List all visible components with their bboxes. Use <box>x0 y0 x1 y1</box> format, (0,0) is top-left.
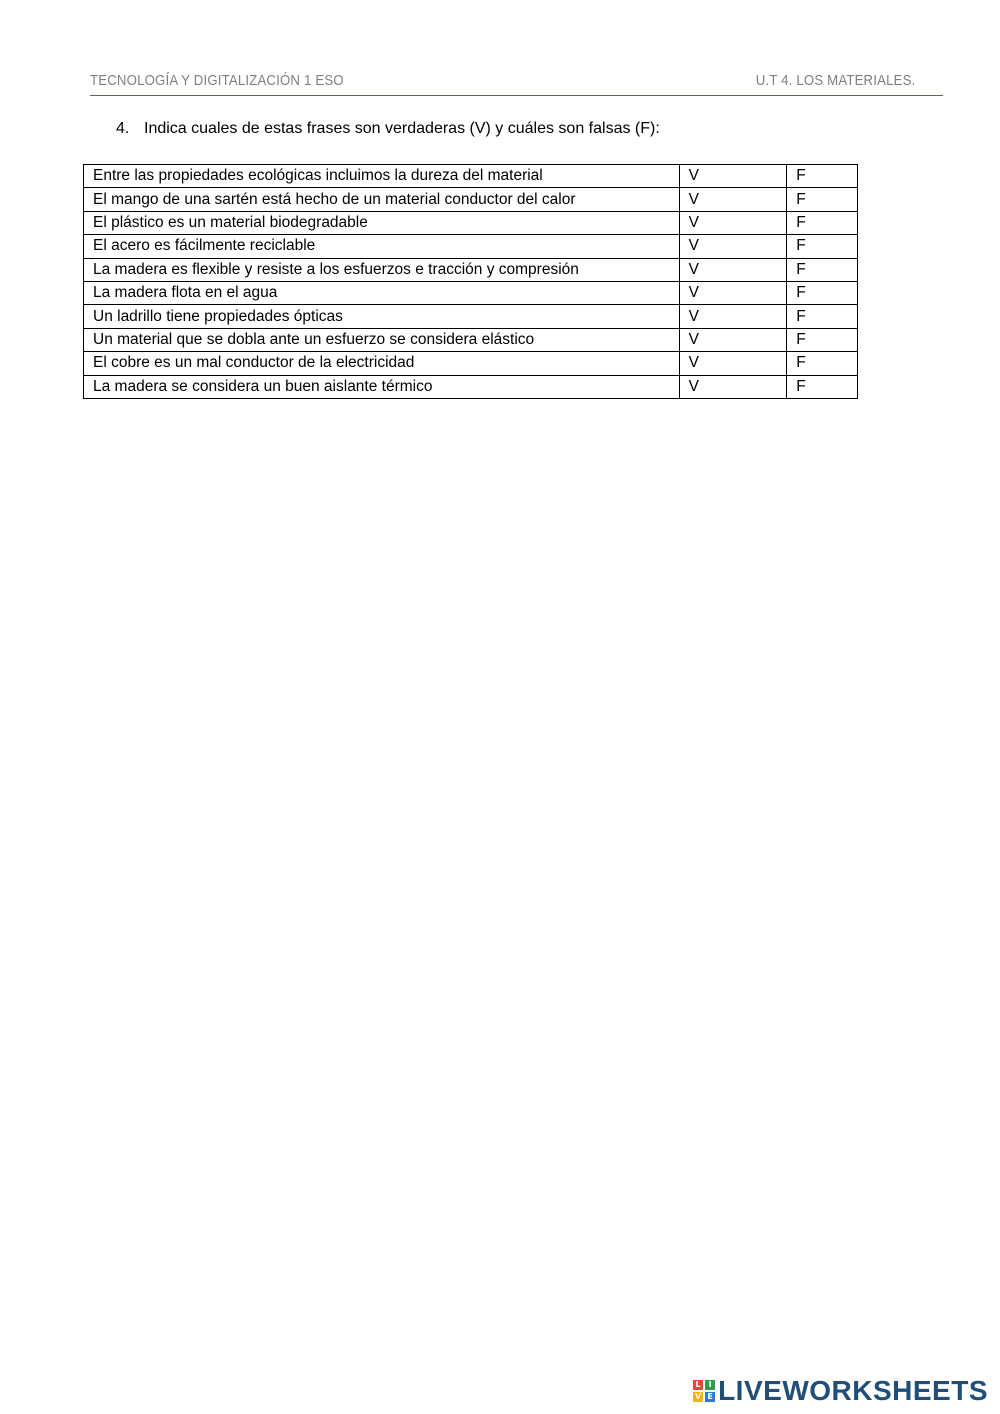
liveworksheets-wordmark: LIVEWORKSHEETS <box>718 1375 988 1406</box>
true-option[interactable]: V <box>679 188 787 211</box>
true-option[interactable]: V <box>679 211 787 234</box>
table-row <box>84 305 858 328</box>
statement-cell: La madera flota en el agua <box>84 281 680 304</box>
true-false-table <box>83 164 858 399</box>
false-option[interactable]: F <box>787 165 858 188</box>
false-option[interactable]: F <box>787 188 858 211</box>
table-row <box>84 235 858 258</box>
false-option[interactable]: F <box>787 328 858 351</box>
table-row <box>84 328 858 351</box>
table-row <box>84 188 858 211</box>
false-option[interactable]: F <box>787 258 858 281</box>
false-option[interactable]: F <box>787 281 858 304</box>
false-option[interactable]: F <box>787 305 858 328</box>
liveworksheets-watermark <box>693 1375 988 1407</box>
logo-tile: L <box>693 1380 703 1390</box>
table-row <box>84 165 858 188</box>
header-unit-title: U.T 4. LOS MATERIALES. <box>755 72 915 89</box>
header-course-title: TECNOLOGÍA Y DIGITALIZACIÓN 1 ESO <box>90 72 344 89</box>
true-option[interactable]: V <box>679 258 787 281</box>
true-option[interactable]: V <box>679 235 787 258</box>
table-row <box>84 375 858 398</box>
statement-cell: El cobre es un mal conductor de la electricidad <box>84 352 680 375</box>
true-option[interactable]: V <box>679 305 787 328</box>
statement-cell: Entre las propiedades ecológicas incluimos la dureza del material <box>84 165 680 188</box>
question-number: 4. <box>116 120 130 137</box>
table-row <box>84 281 858 304</box>
false-option[interactable]: F <box>787 211 858 234</box>
false-option[interactable]: F <box>787 375 858 398</box>
logo-tile: V <box>694 1392 702 1401</box>
question-prompt <box>116 120 660 138</box>
true-option[interactable]: V <box>679 352 787 375</box>
logo-tile: E <box>705 1392 715 1402</box>
true-option[interactable]: V <box>679 281 787 304</box>
statement-cell: El mango de una sartén está hecho de un material conductor del calor <box>84 188 680 211</box>
logo-tile: I <box>705 1380 715 1390</box>
table-row <box>84 211 858 234</box>
page-header <box>90 70 943 96</box>
false-option[interactable]: F <box>787 352 858 375</box>
statement-cell: Un material que se dobla ante un esfuerzo se considera elástico <box>84 328 680 351</box>
statement-cell: La madera es flexible y resiste a los esfuerzos e tracción y compresión <box>84 258 680 281</box>
table-row <box>84 352 858 375</box>
statement-cell: El acero es fácilmente reciclable <box>84 235 680 258</box>
false-option[interactable]: F <box>787 235 858 258</box>
table-row <box>84 258 858 281</box>
statement-cell: El plástico es un material biodegradable <box>84 211 680 234</box>
true-option[interactable]: V <box>679 328 787 351</box>
statement-cell: La madera se considera un buen aislante térmico <box>84 375 680 398</box>
liveworksheets-logo-icon <box>693 1380 715 1402</box>
question-text: Indica cuales de estas frases son verdaderas (V) y cuáles son falsas (F): <box>144 120 660 137</box>
true-option[interactable]: V <box>679 165 787 188</box>
statement-cell: Un ladrillo tiene propiedades ópticas <box>84 305 680 328</box>
true-option[interactable]: V <box>679 375 787 398</box>
